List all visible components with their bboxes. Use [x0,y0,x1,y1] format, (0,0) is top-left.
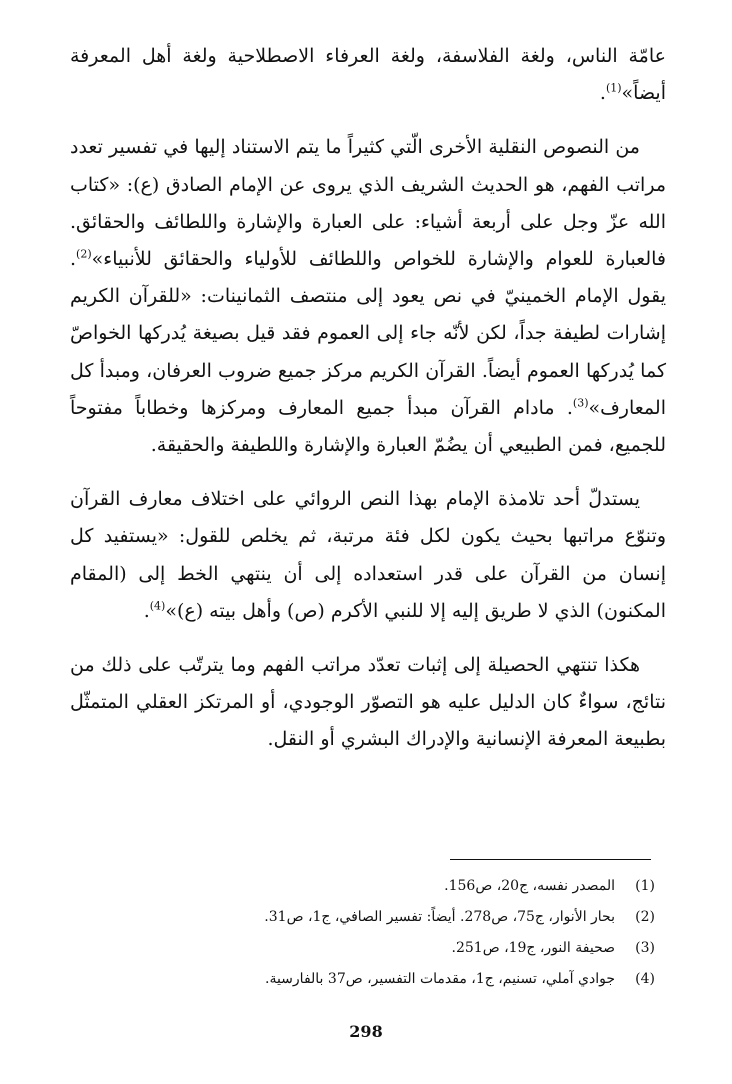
footnote-4 [190,964,655,995]
paragraph-2 [70,129,666,464]
footnote-text: بحار الأنوار، ج75، ص278. أيضاً: تفسير الصافي، ج1، ص31. [264,909,615,925]
footnote-divider [450,859,651,860]
footnote-3 [190,933,655,964]
footnote-ref-3[interactable]: (3) [572,396,589,410]
footnote-number: (1) [635,878,655,894]
paragraph-3 [70,481,666,630]
footnote-ref-1[interactable]: (1) [605,81,622,95]
footnote-text: المصدر نفسه، ج20، ص156. [444,878,615,894]
paragraph-1-tail: . [599,82,606,105]
page-number: 298 [349,1022,383,1041]
footnote-text: جوادي آملي، تسنيم، ج1، مقدمات التفسير، ص37 بالفارسية. [265,971,615,987]
page-body [70,38,666,759]
paragraph-4 [70,647,666,759]
footnotes [190,871,655,995]
footnote-number: (3) [635,940,655,956]
paragraph-2-middle: . يقول الإمام الخمينيّ في نص يعود إلى منتصف الثمانينات: «للقرآن الكريم إشارات لطيفة جداً، لكن لأنّه جاء إلى العموم فقد قيل بصيغة يُدركها الخواصّ كما يُدركها العموم أيضاً. القرآن الكريم مركز جميع ضروب العرفان، ومبدأ كل المعارف» [70,248,666,419]
footnote-ref-2[interactable]: (2) [76,247,92,261]
paragraph-1-text: عامّة الناس، ولغة الفلاسفة، ولغة العرفاء الاصطلاحية ولغة أهل المعرفة أيضاً» [70,45,666,105]
footnote-number: (4) [635,971,655,987]
paragraph-2-tail: . مادام القرآن مبدأ جميع المعارف ومركزها وخطاباً مفتوحاً للجميع، فمن الطبيعي أن يضُمّ العبارة والإشارة واللطيفة والحقيقة. [70,396,666,457]
paragraph-2-text: من النصوص النقلية الأخرى الّتي كثيراً ما يتم الاستناد إليها في تفسير تعدد مراتب الفهم، هو الحديث الشريف الذي يروى عن الإمام الصادق (ع): «كتاب الله عزّ وجل على أربعة أشياء: على العبارة والإشارة واللطائف والحقائق. فالعبارة للعوام والإشارة للخواص واللطائف للأولياء والحقائق للأنبياء» [70,136,666,271]
paragraph-1 [70,38,666,112]
paragraph-4-text: هكذا تنتهي الحصيلة إلى إثبات تعدّد مراتب الفهم وما يترتّب على ذلك من نتائج، سواءٌ كان الدليل عليه هو التصوّر الوجودي، أو المرتكز العقلي المتمثّل بطبيعة المعرفة الإنسانية والإدراك البشري أو النقل. [70,654,666,751]
footnote-1 [190,871,655,902]
footnote-2 [190,902,655,933]
footnote-number: (2) [635,909,655,925]
paragraph-3-tail: . [143,599,150,622]
footnote-text: صحيفة النور، ج19، ص251. [451,940,615,956]
footnote-ref-4[interactable]: (4) [149,599,166,613]
paragraph-3-text: يستدلّ أحد تلامذة الإمام بهذا النص الروائي على اختلاف معارف القرآن وتنوّع مراتبها بحيث يكون لكل فئة مرتبة، ثم يخلص للقول: «يستفيد كل إنسان من القرآن على قدر استعداده إلى أن ينتهي الخط إلى (المقام المكنون) الذي لا طريق إليه إلا للنبي الأكرم (ص) وأهل بيته (ع)» [70,488,666,622]
